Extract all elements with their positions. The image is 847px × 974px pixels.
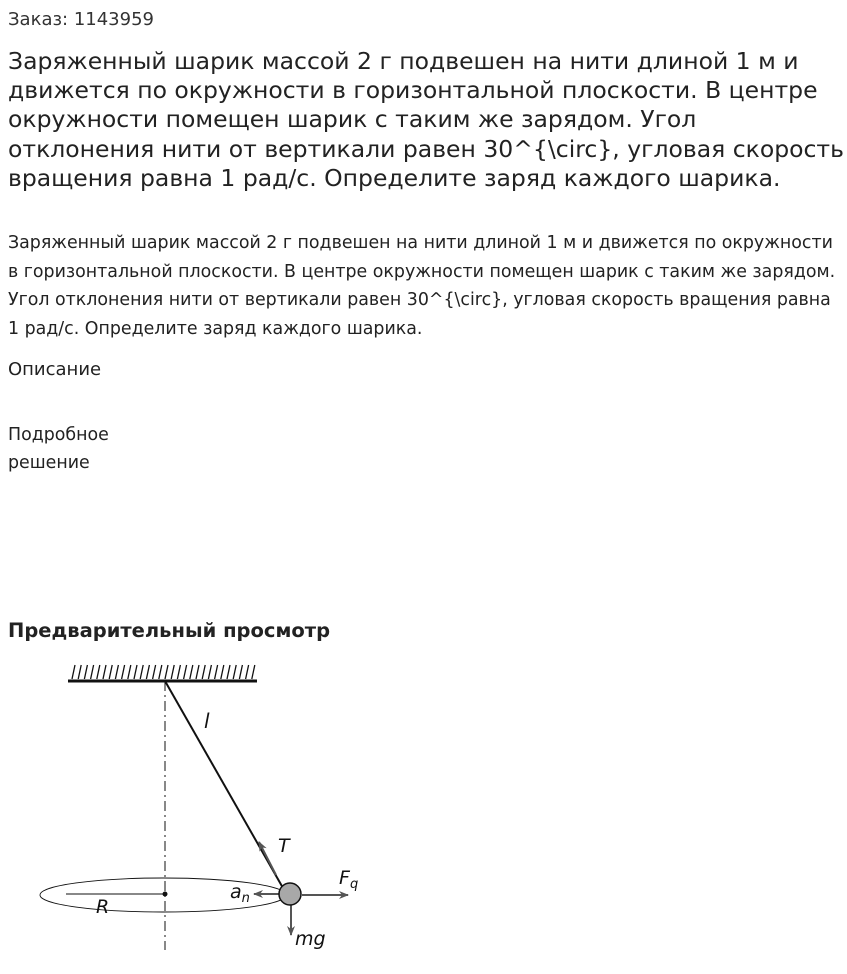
- task-body: Заряженный шарик массой 2 г подвешен на нити длиной 1 м и движется по окружности в горизонтальной плоскости. В центре окружности помещен шарик с таким же зарядом. Угол отклонения нити от вертикали равен 30^{\circ}, угловая скорость вращения равна 1 рад/с. Определите заряд каждого шарика.: [8, 233, 836, 340]
- hatch-mark: [97, 665, 100, 679]
- hatch-mark: [134, 665, 137, 679]
- hatch-mark: [215, 665, 218, 679]
- accel-label: $a_n$: [230, 881, 250, 906]
- hatch-mark: [202, 665, 205, 679]
- hatch-mark: [239, 665, 242, 679]
- preview-heading: Предварительный просмотр: [8, 619, 331, 642]
- hatch-mark: [171, 665, 174, 679]
- tension-arrow: [259, 842, 276, 875]
- hatch-mark: [84, 665, 87, 679]
- electric-force-label: $F_q$: [339, 867, 359, 892]
- hatch-mark: [221, 665, 224, 679]
- hatch-mark: [122, 665, 125, 679]
- detailed-solution-label: Подробное решение: [8, 425, 109, 473]
- thread-line: [165, 681, 283, 888]
- hatch-mark: [252, 665, 255, 679]
- radius-label: R: [96, 896, 110, 918]
- description-label: Описание: [8, 359, 102, 380]
- task-title: Заряженный шарик массой 2 г подвешен на нити длиной 1 м и движется по окружности в горизонтальной плоскости. В центре окружности помещен шарик с таким же зарядом. Угол отклонения нити от вертикали равен 30^{\circ}, угловая скорость вращения равна 1 рад/с. Определите заряд каждого шарика.: [8, 47, 844, 192]
- hatch-mark: [246, 665, 249, 679]
- hatch-mark: [109, 665, 112, 679]
- order-label: Заказ: 1143959: [8, 9, 154, 30]
- hatch-mark: [227, 665, 230, 679]
- hatch-mark: [146, 665, 149, 679]
- hatch-mark: [140, 665, 143, 679]
- gravity-label: mg: [295, 928, 326, 950]
- hatch-mark: [103, 665, 106, 679]
- hatch-mark: [196, 665, 199, 679]
- hatch-mark: [72, 665, 75, 679]
- hatch-mark: [208, 665, 211, 679]
- hatch-mark: [190, 665, 193, 679]
- hatch-mark: [153, 665, 156, 679]
- hatch-mark: [115, 665, 118, 679]
- hatch-mark: [78, 665, 81, 679]
- hatch-mark: [177, 665, 180, 679]
- center-charge: [163, 892, 168, 897]
- tension-label: T: [278, 835, 290, 857]
- hatch-mark: [233, 665, 236, 679]
- hatch-mark: [165, 665, 168, 679]
- pendulum-diagram: [30, 655, 370, 955]
- hatch-mark: [91, 665, 94, 679]
- thread-length-label: l: [204, 709, 210, 733]
- hatch-mark: [184, 665, 187, 679]
- ceiling-support: [68, 665, 257, 681]
- hatch-mark: [128, 665, 131, 679]
- hatch-mark: [159, 665, 162, 679]
- charged-ball: [279, 883, 301, 905]
